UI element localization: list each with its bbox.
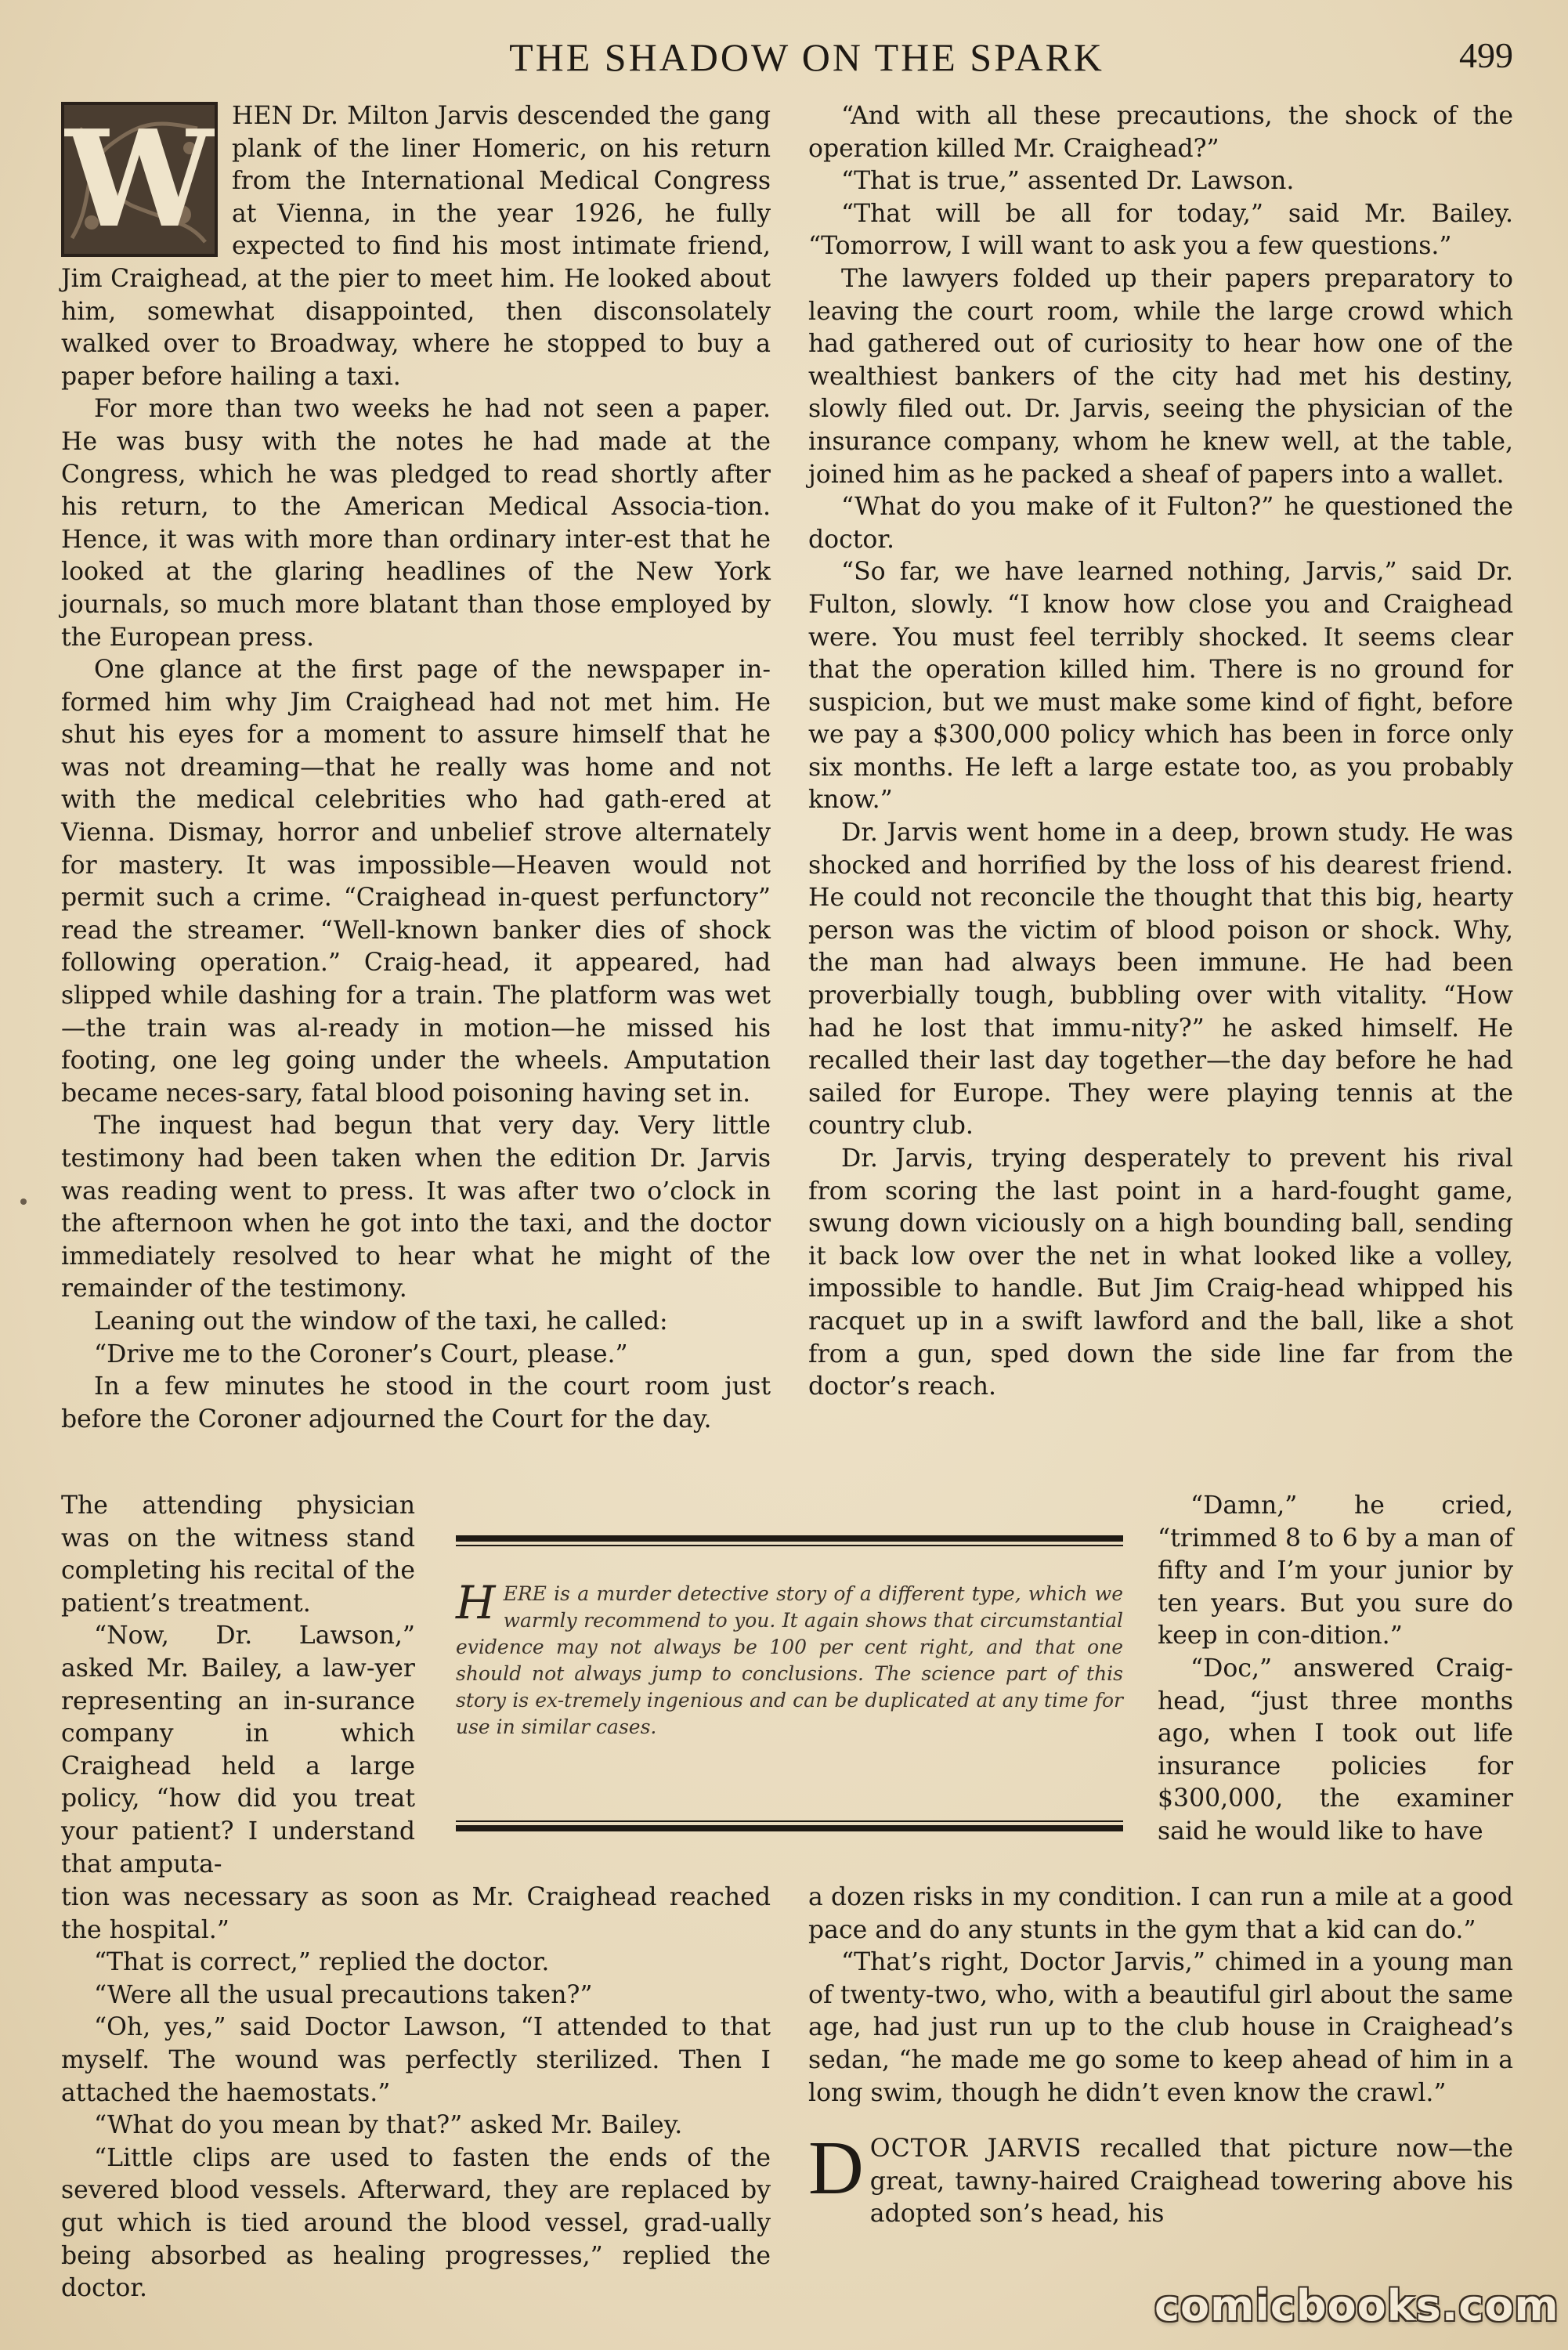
paragraph: Dr. Jarvis went home in a deep, brown study. He was shocked and horrified by the loss of his dearest friend. He could not reconcile the thought that this big, hearty person was the victim of blood poison or shock. Why, the man had always been immune. He had been proverbially tough, bubbling over with vitality. “How had he lost that immu-nity?” he asked himself. He recalled their last day together—the day before he had sailed for Europe. They were playing tennis at the country club. xyxy=(808,819,1513,1141)
paragraph: “Doc,” answered Craig-head, “just three months ago, when I took out life insurance policies for $300,000, the examiner said he would like to have xyxy=(1158,1654,1513,1846)
rule-divider xyxy=(456,1535,1123,1546)
left-column xyxy=(61,100,771,1436)
left-narrow-column xyxy=(61,1490,415,1881)
running-title: THE SHADOW ON THE SPARK xyxy=(509,35,1104,79)
paragraph: “That is true,” assented Dr. Lawson. xyxy=(841,167,1295,196)
paragraph: One glance at the first page of the newspaper in-formed him why Jim Craighead had not met him. He shut his eyes for a moment to assure himself that he was not dreaming—that he really was home and not with the medical celebrities who had gath-ered at Vienna. Dismay, horror and unbelief strove alternately for mastery. It was impossible—Heaven would not permit such a crime. “Craighead in-quest perfunctory” read the streamer. “Well-known banker dies of shock following operation.” Craig-head, it appeared, had slipped while dashing for a train. The platform was wet—the train was al-ready in motion—he missed his footing, one leg going under the wheels. Amputation became neces-sary, fatal blood poisoning having set in. xyxy=(61,656,771,1108)
section-text: recalled that picture now—the great, tawny-haired Craighead towering above his adopted son’s head, his xyxy=(869,2135,1513,2229)
right-column xyxy=(808,100,1513,1404)
section-start-paragraph xyxy=(808,2126,1513,2231)
section-caps: OCTOR JARVIS xyxy=(869,2135,1082,2164)
rule-divider xyxy=(456,1820,1123,1831)
intro-initial: H xyxy=(456,1576,496,1629)
section-initial: D xyxy=(808,2126,864,2211)
running-head xyxy=(0,34,1568,89)
paragraph: HEN Dr. Milton Jarvis descended the gang plank of the liner Homeric, on his return from the International Medical Congress at Vienna, in the year 1926, he fully expected to find his most intimate friend, Jim Craighead, at the pier to meet him. He looked about him, somewhat disappointed, then disconsolately walked over to Broadway, where he stopped to buy a paper before hailing a taxi. xyxy=(61,102,771,391)
paragraph: Dr. Jarvis, trying desperately to prevent his rival from scoring the last point in a hard-fought game, swung down viciously on a high bounding ball, sending it back low over the net in what looked like a volley, impossible to handle. But Jim Craig-head whipped his racquet up in a swift lawford and the ball, like a shot from a gun, sped down the side line far from the doctor’s reach. xyxy=(808,1144,1513,1401)
paragraph: “Were all the usual precautions taken?” xyxy=(94,1980,593,2009)
right-narrow-column xyxy=(1158,1490,1513,1849)
intro-text xyxy=(456,1576,1123,1741)
right-bottom-column xyxy=(808,1882,1513,2231)
site-watermark xyxy=(1154,2278,1559,2336)
paragraph: For more than two weeks he had not seen a paper. He was busy with the notes he had made at the Congress, which he was pledged to read shortly after his return, to the American Medical Associa-tion. Hence, it was with more than ordinary inter-est that he looked at the glaring headlines of the New York journals, so much more blatant than those employed by the European press. xyxy=(61,395,771,652)
paragraph: “That will be all for today,” said Mr. Bailey. “Tomorrow, I will want to ask you a few questions.” xyxy=(808,199,1513,261)
paragraph: “So far, we have learned nothing, Jarvis,” said Dr. Fulton, slowly. “I know how close you and Craighead were. You must feel terribly shocked. It seems clear that the operation killed him. There is no ground for suspicion, but we must make some kind of fight, before we pay a $300,000 policy which has been in force only six months. He left a large estate too, as you probably know.” xyxy=(808,558,1513,815)
intro-body: ERE is a murder detective story of a different type, which we warmly recommend to you. It again shows that circumstantial evidence may not always be 100 per cent right, and that one should not always jump to conclusions. The science part of this story is ex-tremely ingenious and can be duplicated at any time for use in similar cases. xyxy=(456,1582,1123,1738)
paragraph: In a few minutes he stood in the court room just before the Coroner adjourned the Court for the day. xyxy=(61,1372,771,1434)
paragraph: “What do you make of it Fulton?” he questioned the doctor. xyxy=(808,493,1513,554)
paragraph: “Little clips are used to fasten the ends of the severed blood vessels. Afterward, they are replaced by gut which is tied around the blood vessel, grad-ually being absorbed as healing progresses,” replied the doctor. xyxy=(61,2143,771,2303)
story-intro-box xyxy=(456,1526,1123,1838)
watermark-text: comicbooks.com xyxy=(1154,2281,1559,2330)
paragraph: “Damn,” he cried, “trimmed 8 to 6 by a man of fifty and I’m your junior by ten years. But you sure do keep in con-dition.” xyxy=(1158,1491,1513,1650)
paragraph: “Now, Dr. Lawson,” asked Mr. Bailey, a law-yer representing an in-surance company in which Craighead held a large policy, “how did you treat your patient? I understand that amputa- xyxy=(61,1622,415,1878)
page-number: 499 xyxy=(1459,35,1513,75)
paragraph: “That’s right, Doctor Jarvis,” chimed in a young man of twenty-two, who, with a beautiful girl about the same age, had just run up to the club house in Craighead’s sedan, “he made me go some to keep ahead of him in a long swim, though he didn’t even know the crawl.” xyxy=(808,1948,1513,2107)
paragraph: “That is correct,” replied the doctor. xyxy=(94,1948,550,1977)
dropcap-letter: W xyxy=(64,102,215,257)
paragraph: “Drive me to the Coroner’s Court, please.” xyxy=(94,1340,628,1368)
paragraph: “Oh, yes,” said Doctor Lawson, “I attended to that myself. The wound was perfectly sterilized. Then I attached the haemostats.” xyxy=(61,2013,771,2107)
paragraph: a dozen risks in my condition. I can run a mile at a good pace and do any stunts in the gym that a kid can do.” xyxy=(808,1883,1513,1944)
left-bottom-column xyxy=(61,1882,771,2305)
ornamental-dropcap xyxy=(61,102,218,257)
paragraph: “What do you mean by that?” asked Mr. Bailey. xyxy=(94,2111,683,2140)
paragraph: Leaning out the window of the taxi, he called: xyxy=(94,1307,668,1336)
paragraph: The lawyers folded up their papers preparatory to leaving the court room, while the large crowd which had gathered out of curiosity to hear how one of the wealthiest bankers of the city had met his destiny, slowly filed out. Dr. Jarvis, seeing the physician of the insurance company, whom he knew well, at the table, joined him as he packed a sheaf of papers into a wallet. xyxy=(808,264,1513,489)
margin-dot xyxy=(20,1198,27,1205)
paragraph: The inquest had begun that very day. Very little testimony had been taken when the edition Dr. Jarvis was reading went to press. It was after two o’clock in the afternoon when he got into the taxi, and the doctor immediately resolved to hear what he might of the remainder of the testimony. xyxy=(61,1112,771,1303)
paragraph: The attending physician was on the witness stand completing his recital of the patient’s treatment. xyxy=(61,1491,415,1618)
paragraph: tion was necessary as soon as Mr. Craighead reached the hospital.” xyxy=(61,1883,771,1944)
paragraph: “And with all these precautions, the shock of the operation killed Mr. Craighead?” xyxy=(808,102,1513,163)
